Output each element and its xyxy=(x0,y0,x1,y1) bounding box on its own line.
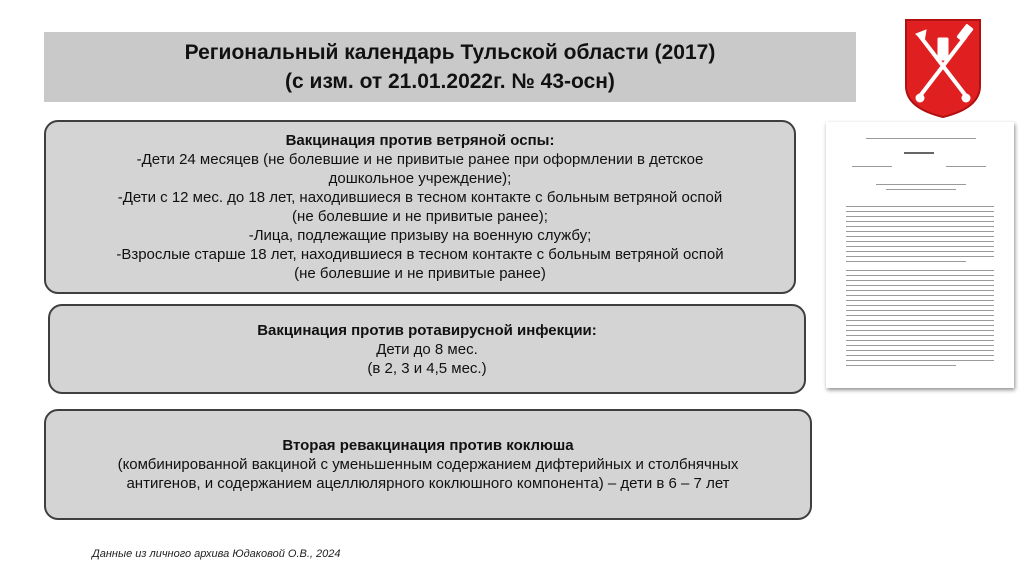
pertussis-line: антигенов, и содержанием ацеллюлярного коклюшного компонента) – дети в 6 – 7 лет xyxy=(126,475,730,492)
varicella-line: -Дети 24 месяцев (не болевшие и не привитые ранее при оформлении в детское xyxy=(136,151,704,168)
order-document-thumbnail xyxy=(826,122,1014,388)
title-line-2: (с изм. от 21.01.2022г. № 43-осн) xyxy=(285,70,615,93)
pertussis-revaccination-box xyxy=(44,409,812,520)
rotavirus-line: Дети до 8 мес. xyxy=(376,340,478,358)
pertussis-line: (комбинированной вакциной с уменьшенным содержанием дифтерийных и столбнячных xyxy=(117,456,739,473)
tula-coat-of-arms-icon xyxy=(902,16,984,120)
varicella-vaccination-box xyxy=(44,120,796,294)
varicella-heading: Вакцинация против ветряной оспы: xyxy=(285,132,555,149)
varicella-line: -Дети с 12 мес. до 18 лет, находившиеся в тесном контакте с больным ветряной оспой xyxy=(117,189,723,206)
varicella-line: дошкольное учреждение); xyxy=(328,170,512,187)
rotavirus-line: (в 2, 3 и 4,5 мес.) xyxy=(367,359,487,377)
rotavirus-heading: Вакцинация против ротавирусной инфекции: xyxy=(257,321,597,339)
varicella-line: (не болевшие и не привитые ранее); xyxy=(292,208,548,225)
page-title xyxy=(44,32,856,102)
varicella-line: (не болевшие и не привитые ранее) xyxy=(294,265,546,282)
source-footnote: Данные из личного архива Юдаковой О.В., 2024 xyxy=(92,548,341,560)
varicella-line: -Лица, подлежащие призыву на военную службу; xyxy=(248,227,592,244)
pertussis-heading: Вторая ревакцинация против коклюша xyxy=(282,437,574,454)
varicella-line: -Взрослые старше 18 лет, находившиеся в тесном контакте с больным ветряной оспой xyxy=(116,246,724,263)
rotavirus-vaccination-box xyxy=(48,304,806,394)
title-line-1: Региональный календарь Тульской области (2017) xyxy=(184,41,716,64)
